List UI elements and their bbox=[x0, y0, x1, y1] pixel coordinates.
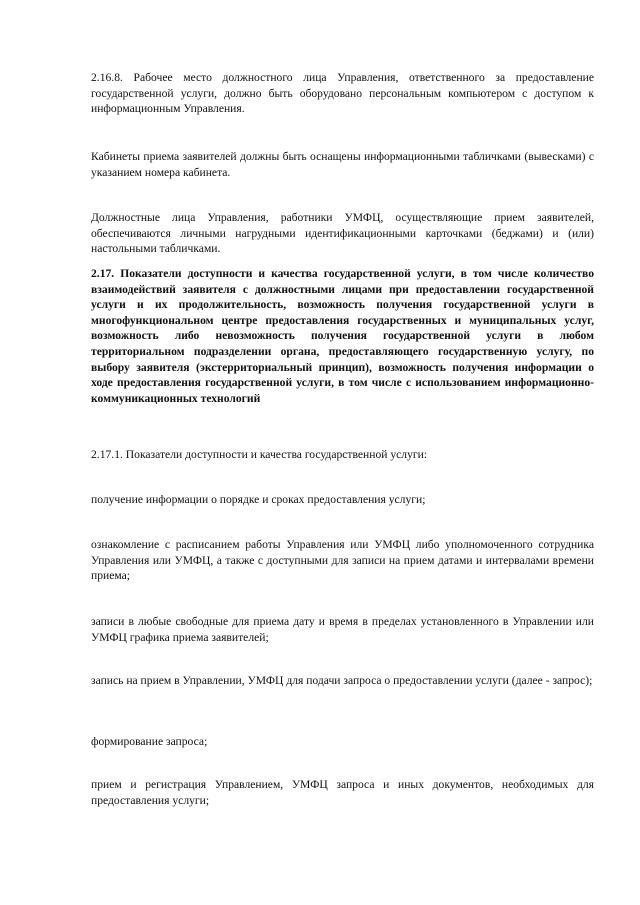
section-heading-2-17: 2.17. Показатели доступности и качества государственной услуги, в том числе количество взаимодействий заявителя с должностными лицами при предоставлении государственной услуги и их продолжительность, возможность получения государственной услуги в многофункциональном центре предоставления государственных и муниципальных услуг, возможность либо невозможность получения государственной услуги в любом территориальном подразделении органа, предоставляющего государственную услугу, по выбору заявителя (экстерриториальный принцип), возможность получения информации о ходе предоставления государственной услуги, в том числе с использованием информационно-коммуникационных технологий bbox=[91, 267, 594, 405]
list-item-appointment-slots: записи в любые свободные для приема дату и время в пределах установленного в Управлении или УМФЦ графика приема заявителей; bbox=[91, 615, 594, 644]
list-item-request-forming: формирование запроса; bbox=[91, 735, 208, 748]
paragraph-cabinets: Кабинеты приема заявителей должны быть оснащены информационными табличками (вывесками) с указанием номера кабинета. bbox=[91, 150, 594, 179]
list-item-appointment-booking: запись на прием в Управлении, УМФЦ для подачи запроса о предоставлении услуги (далее - запрос); bbox=[91, 674, 593, 687]
paragraph-2-16-8: 2.16.8. Рабочее место должностного лица Управления, ответственного за предоставление государственной услуги, должно быть оборудовано персональным компьютером с доступом к информационным Управления. bbox=[91, 71, 594, 116]
list-item-schedule: ознакомление с расписанием работы Управления или УМФЦ либо уполномоченного сотрудника Управления или УМФЦ, а также с доступными для записи на прием датами и интервалами времени приема; bbox=[91, 538, 594, 583]
list-item-registration: прием и регистрация Управлением, УМФЦ запроса и иных документов, необходимых для предоставления услуги; bbox=[91, 778, 594, 807]
paragraph-badges: Должностные лица Управления, работники УМФЦ, осуществляющие прием заявителей, обеспечиваются личными нагрудными идентификационными карточками (беджами) и (или) настольными табличками. bbox=[91, 211, 594, 256]
list-item-info: получение информации о порядке и сроках предоставления услуги; bbox=[91, 493, 426, 506]
paragraph-2-17-1: 2.17.1. Показатели доступности и качества государственной услуги: bbox=[91, 448, 428, 461]
